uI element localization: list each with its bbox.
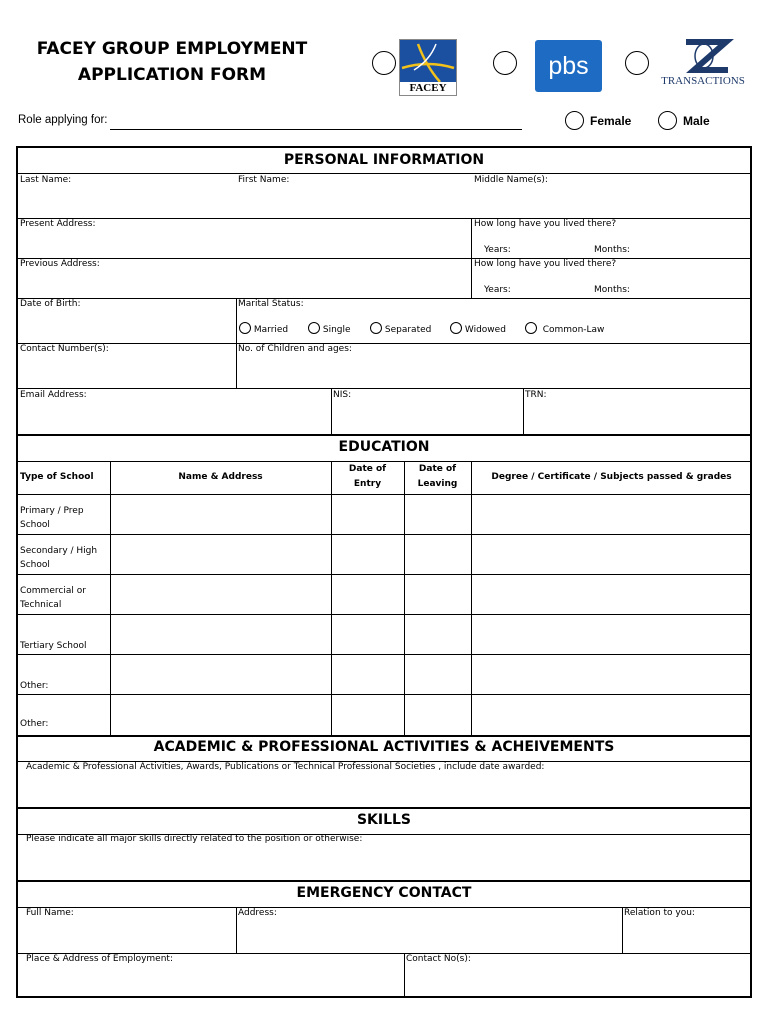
edu-row-tertiary[interactable]: Tertiary School [20, 641, 87, 651]
emergency-full-name-field[interactable]: Full Name: [26, 908, 74, 918]
trn-field[interactable]: TRN: [525, 390, 547, 400]
role-input[interactable] [110, 129, 522, 130]
marital-single-option[interactable]: Single [308, 322, 351, 335]
transactions-radio[interactable] [625, 51, 649, 75]
application-form [16, 146, 752, 998]
male-radio[interactable] [658, 111, 677, 130]
edu-header-date-entry: Date of Entry [348, 464, 387, 489]
children-field[interactable]: No. of Children and ages: [238, 344, 352, 354]
dob-field[interactable]: Date of Birth: [20, 299, 81, 309]
edu-header-type: Type of School [20, 472, 94, 482]
edu-header-degree: Degree / Certificate / Subjects passed & grades [491, 472, 732, 482]
female-label: Female [590, 114, 632, 128]
last-name-field[interactable]: Last Name: [20, 175, 72, 185]
pbs-logo: pbs [535, 40, 602, 92]
edu-row-other-2[interactable]: Other: [20, 719, 49, 729]
marital-widowed-option[interactable]: Widowed [450, 322, 506, 335]
emergency-employment-field[interactable]: Place & Address of Employment: [26, 954, 173, 964]
middle-names-field[interactable]: Middle Name(s): [474, 175, 548, 185]
separated-radio[interactable] [370, 322, 382, 334]
academic-field[interactable]: Academic & Professional Activities, Awards, Publications or Technical Professional Societies , include date awarded: [26, 762, 545, 772]
marital-separated-option[interactable]: Separated [370, 322, 431, 335]
facey-logo [399, 39, 457, 96]
title-line-2: APPLICATION FORM [77, 65, 267, 85]
single-radio[interactable] [308, 322, 320, 334]
personal-info-title: PERSONAL INFORMATION [283, 152, 485, 168]
skills-field[interactable]: Please indicate all major skills directly related to the position or otherwise: [26, 834, 363, 844]
edu-header-name-address: Name & Address [178, 472, 263, 482]
years-present-field[interactable]: Years: [484, 245, 511, 255]
edu-header-date-leaving: Date of Leaving [417, 464, 458, 489]
common-law-radio[interactable] [525, 322, 537, 334]
emergency-contact-field[interactable]: Contact No(s): [406, 954, 471, 964]
skills-title: SKILLS [356, 812, 412, 828]
edu-row-other-1[interactable]: Other: [20, 681, 49, 691]
years-previous-field[interactable]: Years: [484, 285, 511, 295]
facey-radio[interactable] [372, 51, 396, 75]
months-previous-field[interactable]: Months: [594, 285, 630, 295]
transactions-logo-text: TRANSACTIONS [661, 75, 745, 87]
widowed-radio[interactable] [450, 322, 462, 334]
how-long-present: How long have you lived there? [474, 219, 617, 229]
married-radio[interactable] [239, 322, 251, 334]
education-title: EDUCATION [338, 439, 430, 455]
facey-logo-text: FACEY [400, 82, 456, 95]
female-radio[interactable] [565, 111, 584, 130]
nis-field[interactable]: NIS: [333, 390, 352, 400]
marital-common-law-option[interactable]: Common-Law [525, 322, 604, 335]
role-label: Role applying for: [18, 114, 108, 126]
emergency-address-field[interactable]: Address: [238, 908, 277, 918]
pbs-radio[interactable] [493, 51, 517, 75]
edu-row-commercial[interactable]: Commercial or Technical [20, 586, 86, 610]
academic-title: ACADEMIC & PROFESSIONAL ACTIVITIES & ACHEIVEMENTS [153, 739, 615, 755]
title-line-1: FACEY GROUP EMPLOYMENT [36, 39, 308, 59]
edu-row-secondary[interactable]: Secondary / High School [20, 546, 98, 570]
transactions-z-icon [656, 36, 750, 76]
transactions-logo [656, 36, 750, 94]
how-long-previous: How long have you lived there? [474, 259, 617, 269]
previous-address-field[interactable]: Previous Address: [20, 259, 100, 269]
email-field[interactable]: Email Address: [20, 390, 87, 400]
first-name-field[interactable]: First Name: [238, 175, 290, 185]
male-label: Male [683, 114, 710, 128]
edu-row-primary[interactable]: Primary / Prep School [20, 506, 84, 530]
contact-numbers-field[interactable]: Contact Number(s): [20, 344, 109, 354]
marital-status-label: Marital Status: [238, 299, 304, 309]
emergency-relation-field[interactable]: Relation to you: [624, 908, 695, 918]
marital-married-option[interactable]: Married [239, 322, 288, 335]
present-address-field[interactable]: Present Address: [20, 219, 96, 229]
form-title [22, 36, 322, 88]
emergency-title: EMERGENCY CONTACT [296, 885, 472, 901]
months-present-field[interactable]: Months: [594, 245, 630, 255]
